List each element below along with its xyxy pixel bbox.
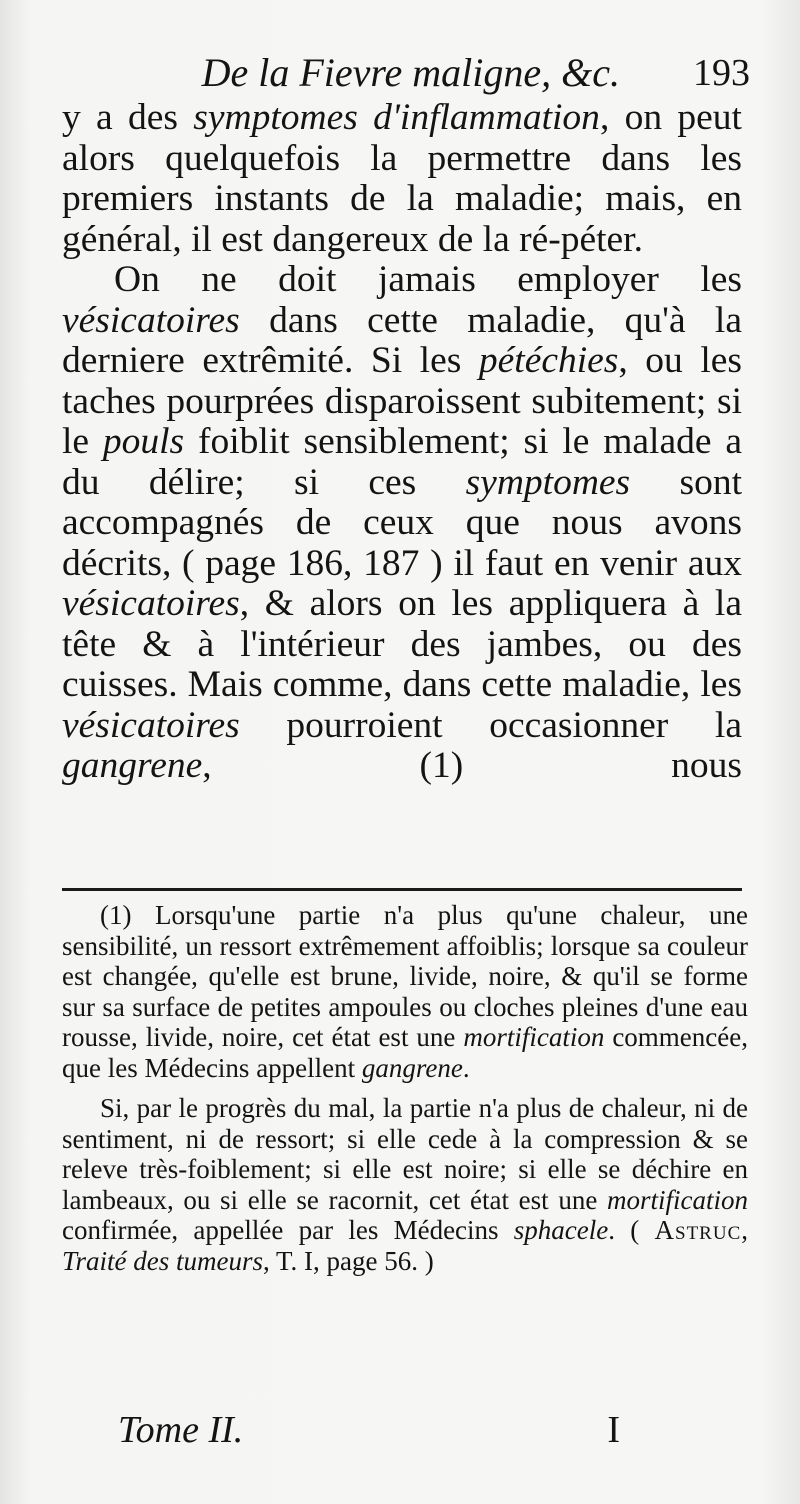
- page-number: 193: [693, 52, 750, 94]
- page-footer: [118, 1408, 620, 1452]
- page-header: [62, 48, 750, 98]
- paragraph-vesicatoires: On ne doit jamais employer les vésicatoires dans cette maladie, qu'à la derniere extrêmité. Si les pétéchies, ou les taches pourprées disparoissent subitement; si le pouls foiblit sensiblement; si le malade a du délire; si ces symptomes sont accompagnés de ceux que nous avons décrits, ( page 186, 187 ) il faut en venir aux vésicatoires, & alors on les appliquera à la tête & à l'intérieur des jambes, ou des cuisses. Mais comme, dans cette maladie, les vésicatoires pourroient occasionner la gangrene, (1) nous: [62, 259, 742, 786]
- citation-author: Astruc: [654, 1215, 742, 1245]
- footnote-1: (1) Lorsqu'une partie n'a plus qu'une chaleur, une sensibilité, un ressort extrêmement affoiblis; lorsque sa couleur est changée, qu'elle est brune, livide, noire, & qu'il se forme sur sa surface de petites ampoules ou cloches pleines d'une eau rousse, livide, noire, cet état est une mortification commencée, que les Médecins appellent gangrene.: [62, 900, 748, 1083]
- citation-title: Traité des tumeurs: [62, 1245, 264, 1276]
- footnote-1-continued: Si, par le progrès du mal, la partie n'a plus de chaleur, ni de sentiment, ni de ressort; si elle cede à la compression & se releve très-foiblement; si elle est noire; si elle se déchire en lambeaux, ou si elle se racornit, cet état est une mortification confirmée, appellée par les Médecins sphacele. ( Astruc, Traité des tumeurs, T. I, page 56. ): [62, 1093, 748, 1276]
- volume-label: Tome II.: [118, 1409, 244, 1451]
- signature-mark: I: [607, 1409, 620, 1451]
- footnote-divider: [62, 888, 742, 891]
- footnotes: [62, 900, 748, 1276]
- running-head: De la Fievre maligne, &c.: [201, 50, 620, 95]
- paragraph-continued: y a des symptomes d'inflammation, on peut alors quelquefois la permettre dans les premiers instants de la maladie; mais, en général, il est dangereux de la ré-péter.: [62, 97, 742, 260]
- main-text: [62, 98, 742, 787]
